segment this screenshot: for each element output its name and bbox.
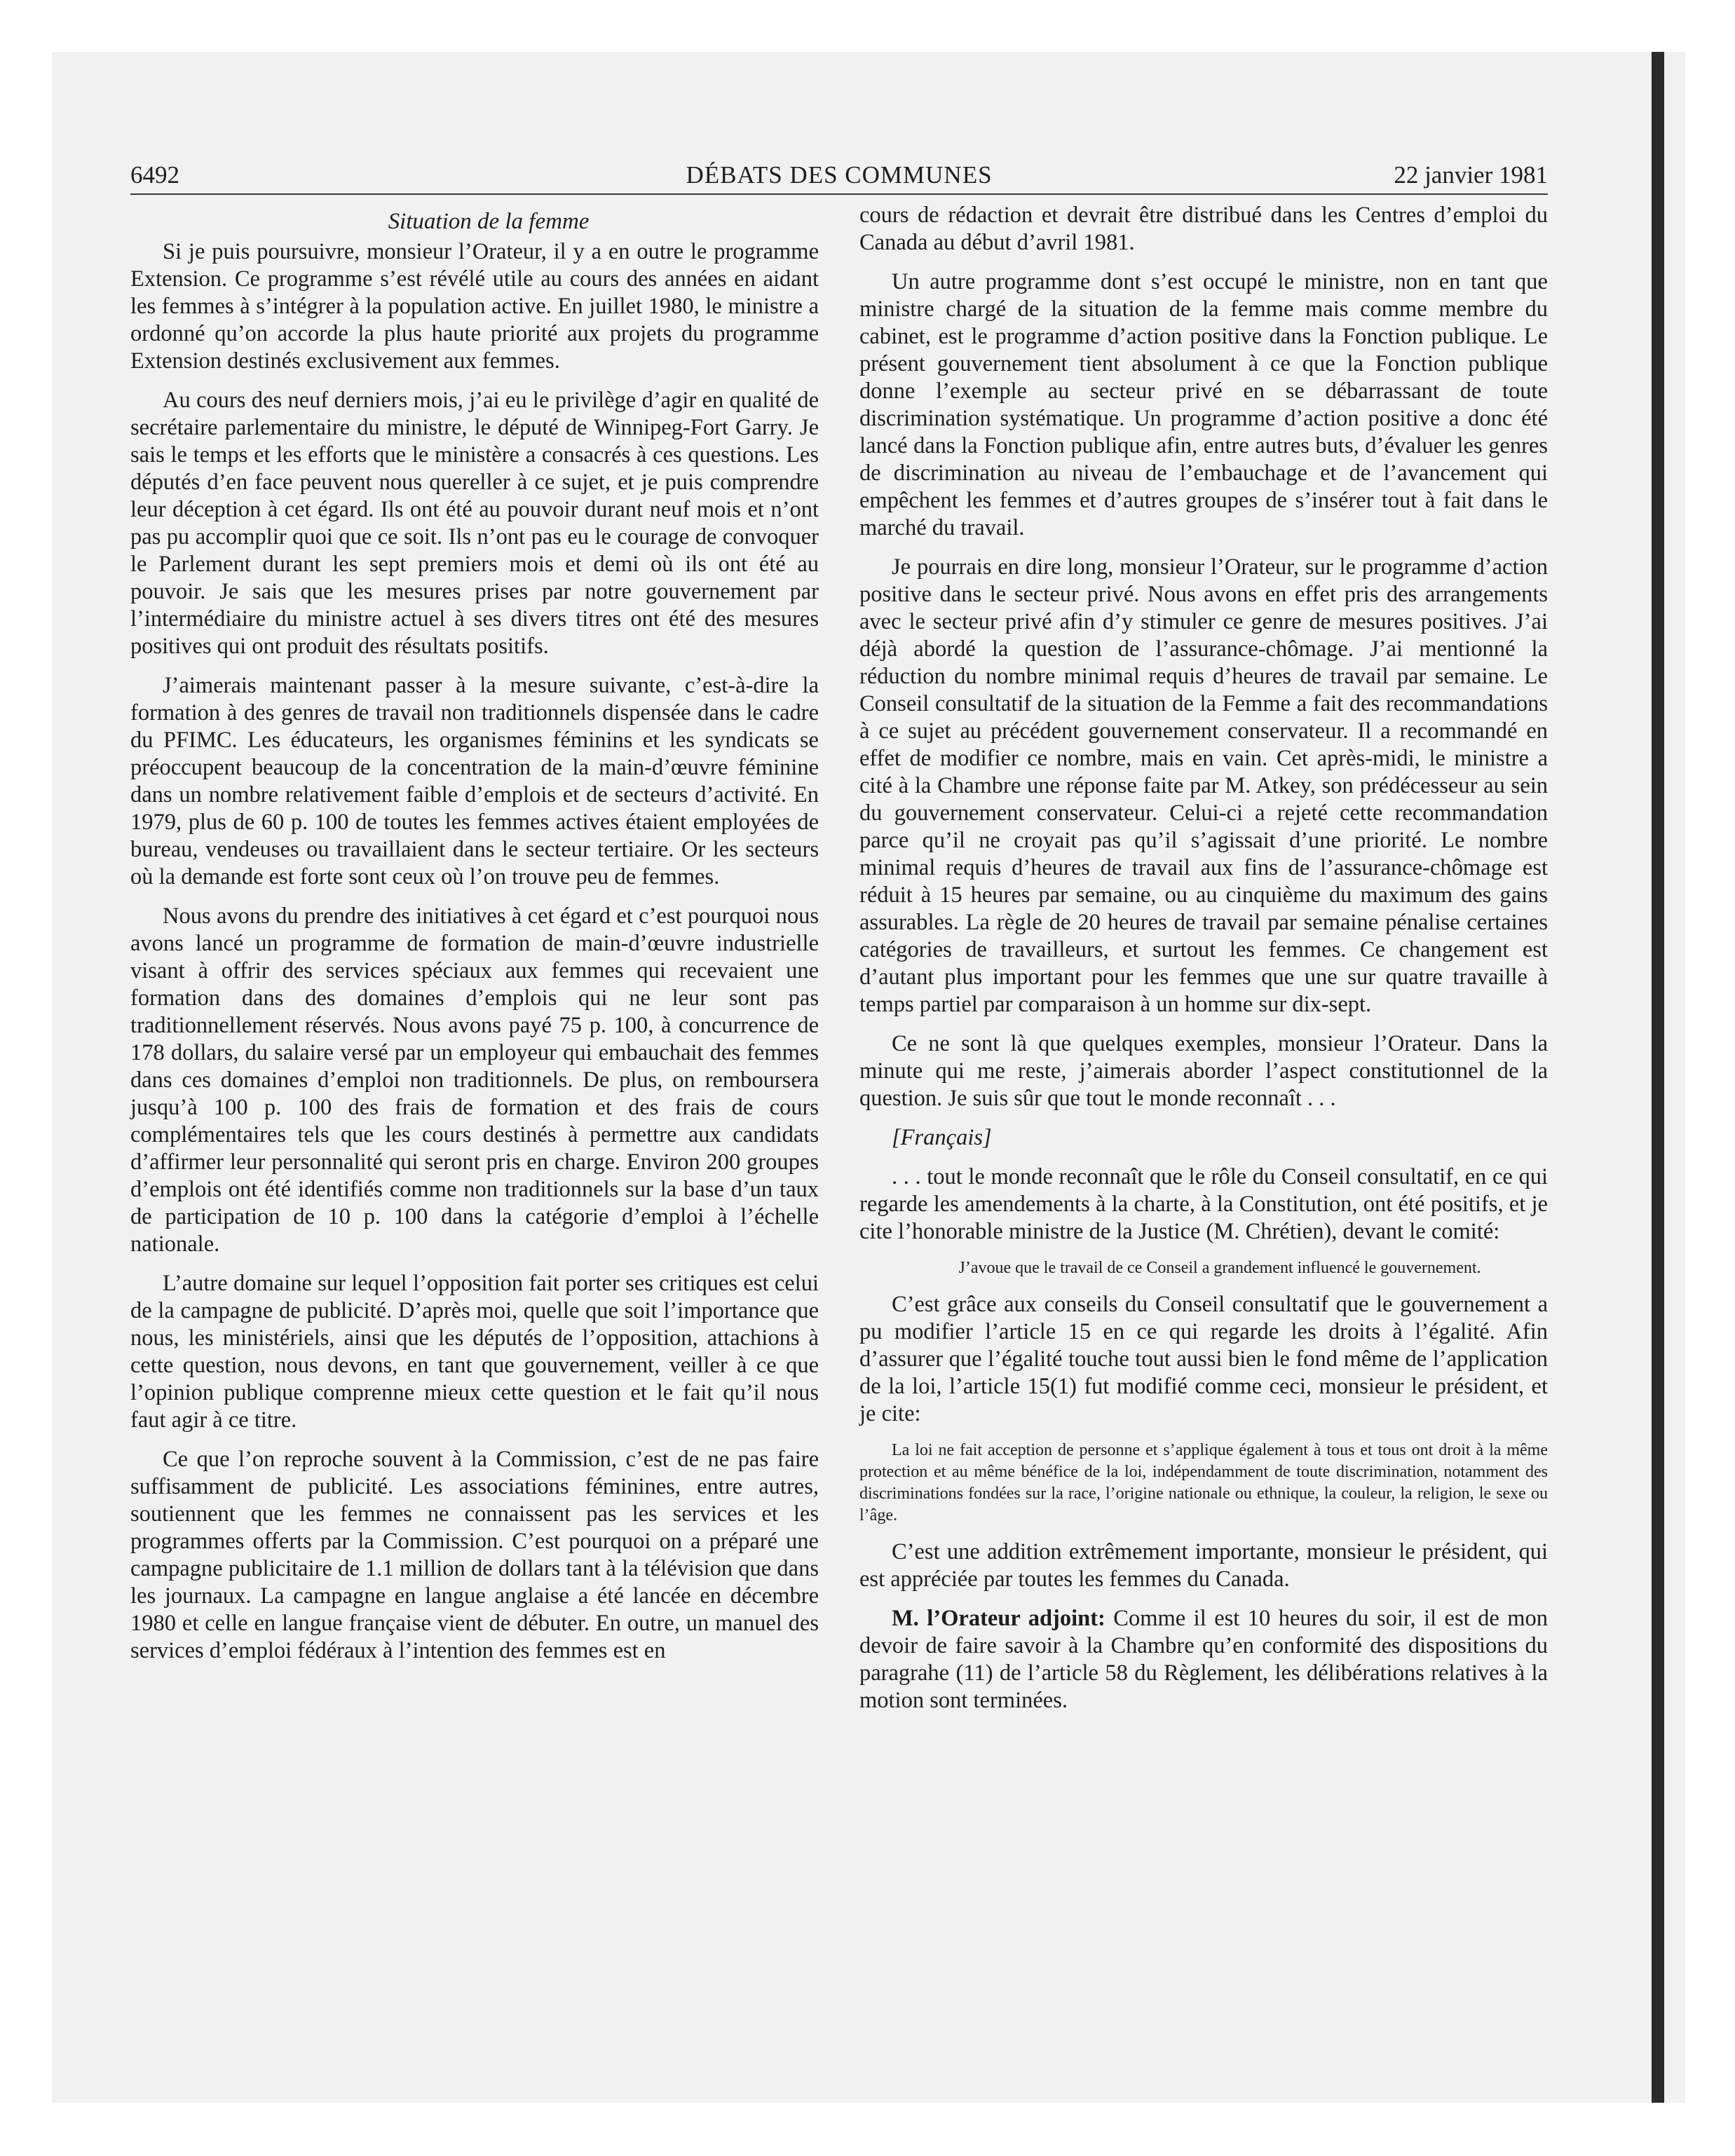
section-heading: Situation de la femme (388, 209, 590, 234)
hansard-page (130, 160, 1548, 2080)
paragraph: Ce ne sont là que quelques exemples, monsieur l’Orateur. Dans la minute qui me reste, j’aimerais aborder l’aspect constitutionnel de la question. Je suis sûr que tout le monde reconnaît . . . (859, 1031, 1548, 1111)
left-column (130, 202, 819, 1677)
speaker-text: Comme il est 10 heures du soir, il est de mon devoir de faire savoir à la Chambre qu’en conformité des dispositions du paragrahe (11) de l’article 58 du Règlement, les délibérations relatives à la motion sont terminées. (859, 1606, 1548, 1713)
running-header (130, 160, 1548, 195)
paragraph: Nous avons du prendre des initiatives à cet égard et c’est pourquoi nous avons lancé un programme de formation de main-d’œuvre industrielle visant à offrir des services spéciaux aux femmes qui recevaient une formation dans des domaines d’emplois qui ne leur sont pas traditionnellement réservés. Nous avons payé 75 p. 100, à concurrence de 178 dollars, du salaire versé par un employeur qui embauchait des femmes dans ces domaines d’emploi non traditionnels. De plus, on remboursera jusqu’à 100 p. 100 des frais de formation et des frais de cours complémentaires tels que les cours destinés à permettre aux candidats d’affirmer leur personnalité qui seront pris en charge. Environ 200 groupes d’emplois ont été identifiés comme non traditionnels sur la base d’un taux de participation de 10 p. 100 dans la catégorie d’emploi à l’échelle nationale. (130, 903, 819, 1257)
block-quote: J’avoue que le travail de ce Conseil a grandement influencé le gouvernement. (958, 1259, 1481, 1277)
block-quote: La loi ne fait acception de personne et s’applique également à tous et tous ont droit à la même protection et au même bénéfice de la loi, indépendamment de toute discrimination, notamment des discriminations fondées sur la race, l’origine nationale ou ethnique, la couleur, la religion, le sexe ou l’âge. (859, 1441, 1548, 1524)
paragraph: Je pourrais en dire long, monsieur l’Orateur, sur le programme d’action positive dans le secteur privé. Nous avons en effet pris des arrangements avec le secteur privé afin d’y stimuler ce genre de mesures positives. J’ai déjà abordé la question de l’assurance-chômage. J’ai mentionné la réduction du nombre minimal requis d’heures de travail par semaine. Le Conseil consultatif de la situation de la Femme a fait des recommandations à ce sujet au précédent gouvernement conservateur. Il a recommandé en effet de modifier ce nombre, mais en vain. Cet après-midi, le ministre a cité à la Chambre une réponse faite par M. Atkey, son prédécesseur au sein du gouvernement conservateur. Celui-ci a rejeté cette recommandation parce qu’il ne croyait pas qu’il s’agissait d’une priorité. Le nombre minimal requis d’heures de travail aux fins de l’assurance-chômage est réduit à 15 heures par semaine, ou au cinquième du maximum des gains assurables. La règle de 20 heures de travail par semaine pénalise certaines catégories de travailleurs, et surtout les femmes. Ce changement est d’autant plus important pour les femmes que une sur quatre travaille à temps partiel par comparaison à un homme sur dix-sept. (859, 554, 1548, 1017)
speaker-paragraph (859, 1605, 1548, 1714)
speaker-name: M. l’Orateur adjoint: (892, 1606, 1105, 1631)
paragraph: L’autre domaine sur lequel l’opposition fait porter ses critiques est celui de la campagne de publicité. D’après moi, quelle que soit l’importance que nous, les ministériels, ainsi que les députés de l’opposition, attachions à cette question, nous devons, en tant que gouvernement, veiller à ce que l’opinion publique comprenne mieux cette question et le fait qu’il nous faut agir à ce titre. (130, 1271, 819, 1433)
right-column (859, 202, 1548, 1726)
paragraph-continued: cours de rédaction et devrait être distribué dans les Centres d’emploi du Canada au début d’avril 1981. (859, 203, 1548, 255)
header-date: 22 janvier 1981 (1394, 161, 1548, 189)
paragraph: C’est grâce aux conseils du Conseil consultatif que le gouvernement a pu modifier l’article 15 en ce qui regarde les droits à l’égalité. Afin d’assurer que l’égalité touche tout aussi bien le fond même de l’application de la loi, l’article 15(1) fut modifié comme ceci, monsieur le président, et je cite: (859, 1292, 1548, 1426)
language-tag: [Français] (892, 1125, 992, 1150)
scan-edge-bar (1652, 52, 1664, 2103)
paragraph: C’est une addition extrêmement importante, monsieur le président, qui est appréciée par toutes les femmes du Canada. (859, 1539, 1548, 1592)
paragraph: Si je puis poursuivre, monsieur l’Orateur, il y a en outre le programme Extension. Ce programme s’est révélé utile au cours des années en aidant les femmes à s’intégrer à la population active. En juillet 1980, le ministre a ordonné qu’on accorde la plus haute priorité aux projets du programme Extension destinés exclusivement aux femmes. (130, 239, 819, 374)
publication-title: DÉBATS DES COMMUNES (686, 161, 993, 189)
paragraph: . . . tout le monde reconnaît que le rôle du Conseil consultatif, en ce qui regarde les amendements à la charte, à la Constitution, ont été positifs, et je cite l’honorable ministre de la Justice (M. Chrétien), devant le comité: (859, 1164, 1548, 1244)
paragraph: Ce que l’on reproche souvent à la Commission, c’est de ne pas faire suffisamment de publicité. Les associations féminines, entre autres, soutiennent que les femmes ne connaissent pas les services et les programmes offerts par la Commission. C’est pourquoi on a préparé une campagne publicitaire de 1.1 million de dollars tant à la télévision que dans les journaux. La campagne en langue anglaise a été lancée en décembre 1980 et celle en langue française vient de débuter. En outre, un manuel des services d’emploi fédéraux à l’intention des femmes est en (130, 1447, 819, 1663)
paragraph: Un autre programme dont s’est occupé le ministre, non en tant que ministre chargé de la situation de la femme mais comme membre du cabinet, est le programme d’action positive dans la Fonction publique. Le présent gouvernement tient absolument à ce que la Fonction publique donne l’exemple au secteur privé en se débarrassant de toute discrimination systématique. Un programme d’action positive a donc été lancé dans la Fonction publique afin, entre autres buts, d’évaluer les genres de discrimination au niveau de l’embauchage et de l’avancement qui empêchent les femmes et d’autres groupes de s’insérer tout à fait dans le marché du travail. (859, 269, 1548, 540)
page-number: 6492 (130, 161, 179, 189)
paragraph: Au cours des neuf derniers mois, j’ai eu le privilège d’agir en qualité de secrétaire parlementaire du ministre, le député de Winnipeg-Fort Garry. Je sais le temps et les efforts que le ministère a consacrés à ces questions. Les députés d’en face peuvent nous quereller à ce sujet, et je puis comprendre leur déception à cet égard. Ils ont été au pouvoir durant neuf mois et n’ont pas pu accomplir quoi que ce soit. Ils n’ont pas eu le courage de convoquer le Parlement durant les sept premiers mois et demi où ils ont été au pouvoir. Je sais que les mesures prises par notre gouvernement par l’intermédiaire du ministre actuel à ses divers titres ont été des mesures positives qui ont produit des résultats positifs. (130, 388, 819, 659)
paragraph: J’aimerais maintenant passer à la mesure suivante, c’est-à-dire la formation à des genres de travail non traditionnels dispensée dans le cadre du PFIMC. Les éducateurs, les organismes féminins et les syndicats se préoccupent beaucoup de la concentration de la main-d’œuvre féminine dans un nombre relativement faible d’emplois et de secteurs d’activité. En 1979, plus de 60 p. 100 de toutes les femmes actives étaient employées de bureau, vendeuses ou travaillaient dans le secteur tertiaire. Or les secteurs où la demande est forte sont ceux où l’on trouve peu de femmes. (130, 673, 819, 889)
